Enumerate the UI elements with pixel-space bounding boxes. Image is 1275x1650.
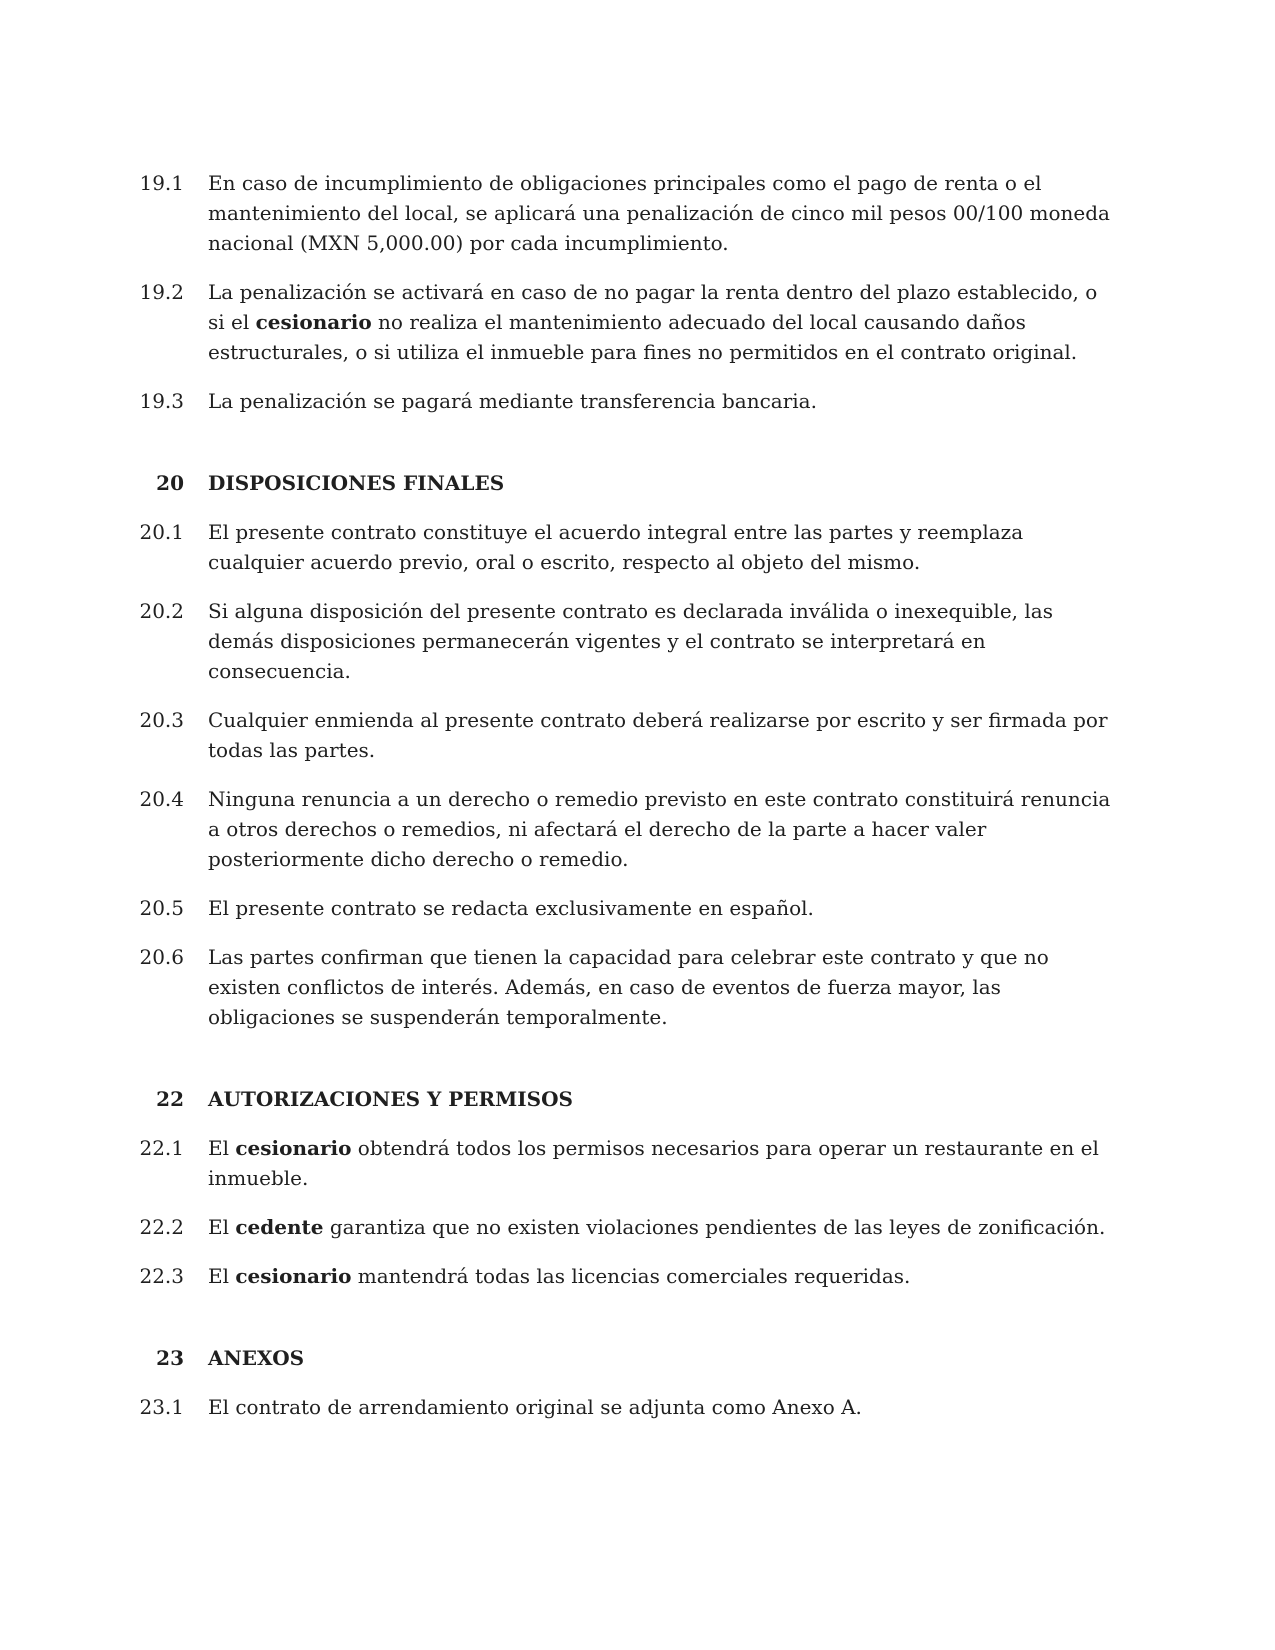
clause-text: El cedente garantiza que no existen violaciones pendientes de las leyes de zonificación. (208, 1215, 1106, 1239)
clause-text: El presente contrato constituye el acuerdo integral entre las partes y reemplaza cualquier acuerdo previo, oral o escrito, respecto al objeto del mismo. (208, 520, 1024, 574)
clause-number: 22.1 (139, 1136, 184, 1160)
clause-text: Las partes confirman que tienen la capacidad para celebrar este contrato y que no existen conflictos de interés. Además, en caso de eventos de fuerza mayor, las obligaciones se suspenderán temporalmente. (208, 945, 1049, 1029)
section-title: DISPOSICIONES FINALES (208, 471, 505, 495)
clause-20-6 (0, 942, 1275, 1032)
clause-text: En caso de incumplimiento de obligaciones principales como el pago de renta o el mantenimiento del local, se aplicará una penalización de cinco mil pesos 00/100 moneda nacional (MXN 5,000.00) por cada incumplimiento. (208, 171, 1110, 255)
clause-number: 20.4 (139, 787, 184, 811)
clause-20-1 (0, 517, 1275, 577)
clause-text: Ninguna renuncia a un derecho o remedio previsto en este contrato constituirá renuncia a otros derechos o remedios, ni afectará el derecho de la parte a hacer valer posteriormente dicho derecho o remedio. (208, 787, 1111, 871)
clause-text: El contrato de arrendamiento original se adjunta como Anexo A. (208, 1395, 862, 1419)
clause-text: El presente contrato se redacta exclusivamente en español. (208, 896, 814, 920)
section-heading-23 (0, 1343, 1275, 1373)
clause-number: 20.2 (139, 599, 184, 623)
clause-text: El cesionario mantendrá todas las licencias comerciales requeridas. (208, 1264, 911, 1288)
clause-text: Si alguna disposición del presente contrato es declarada inválida o inexequible, las demás disposiciones permanecerán vigentes y el contrato se interpretará en consecuencia. (208, 599, 1053, 683)
clause-number: 19.2 (139, 280, 184, 304)
clause-text: La penalización se pagará mediante transferencia bancaria. (208, 389, 817, 413)
section-number: 20 (156, 471, 184, 495)
clause-text: La penalización se activará en caso de no pagar la renta dentro del plazo establecido, o si el cesionario no realiza el mantenimiento adecuado del local causando daños estructurales, o si utiliza el inmueble para fines no permitidos en el contrato original. (208, 280, 1098, 364)
clause-number: 23.1 (139, 1395, 184, 1419)
clause-number: 22.2 (139, 1215, 184, 1239)
clause-number: 20.6 (139, 945, 184, 969)
clause-number: 22.3 (139, 1264, 184, 1288)
document-body (0, 168, 1275, 1441)
party-term: cedente (235, 1215, 324, 1239)
section-number: 22 (156, 1087, 184, 1111)
clause-number: 19.3 (139, 389, 184, 413)
section-heading-20 (0, 468, 1275, 498)
clause-20-5 (0, 893, 1275, 923)
clause-22-3 (0, 1261, 1275, 1291)
clause-23-1 (0, 1392, 1275, 1422)
clause-number: 20.1 (139, 520, 184, 544)
clause-20-4 (0, 784, 1275, 874)
section-heading-22 (0, 1084, 1275, 1114)
clause-19-1 (0, 168, 1275, 258)
clause-number: 19.1 (139, 171, 184, 195)
section-title: ANEXOS (208, 1346, 305, 1370)
clause-22-1 (0, 1133, 1275, 1193)
party-term: cesionario (235, 1264, 352, 1288)
party-term: cesionario (235, 1136, 352, 1160)
clause-19-2 (0, 277, 1275, 367)
clause-text: El cesionario obtendrá todos los permisos necesarios para operar un restaurante en el inmueble. (208, 1136, 1099, 1190)
clause-number: 20.5 (139, 896, 184, 920)
clause-20-2 (0, 596, 1275, 686)
clause-number: 20.3 (139, 708, 184, 732)
clause-19-3 (0, 386, 1275, 416)
clause-text: Cualquier enmienda al presente contrato deberá realizarse por escrito y ser firmada por todas las partes. (208, 708, 1108, 762)
clause-22-2 (0, 1212, 1275, 1242)
section-number: 23 (156, 1346, 184, 1370)
section-title: AUTORIZACIONES Y PERMISOS (208, 1087, 573, 1111)
party-term: cesionario (255, 310, 372, 334)
clause-20-3 (0, 705, 1275, 765)
